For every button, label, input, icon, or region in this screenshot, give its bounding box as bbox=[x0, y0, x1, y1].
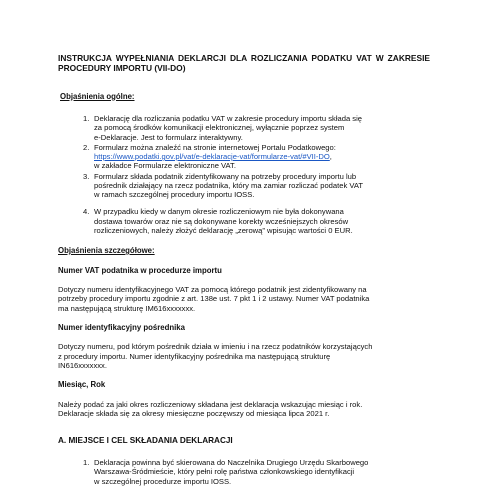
list-item: 2. Formularz można znaleźć na stronie internetowej Portalu Podatkowego: https://www.podatki.gov.pl/vat/e-deklaracje-vat/formularze-vat/#VII-DO, w zakładce Formularze elektroniczne VAT. bbox=[94, 143, 430, 171]
section-heading-vat-number: Numer VAT podatnika w procedurze importu bbox=[58, 265, 222, 275]
list-line: w szczególnej procedurze importu IOSS. bbox=[94, 476, 232, 486]
list-line: W przypadku kiedy w danym okresie rozliczeniowym nie była dokonywana bbox=[94, 207, 344, 217]
list-number: 1. bbox=[83, 458, 90, 467]
document-content bbox=[58, 53, 430, 486]
list-item bbox=[83, 171, 430, 200]
paragraph-line: Dotyczy numeru, pod którym pośrednik działa w imieniu i na rzecz podatników korzystających bbox=[58, 342, 373, 352]
list-line: Formularz można znaleźć na stronie internetowej Portalu Podatkowego: bbox=[94, 142, 336, 152]
paragraph-line: z procedury importu. Numer identyfikacyjny pośrednika ma następującą strukturę bbox=[58, 351, 331, 361]
section-heading-intermediary: Numer identyfikacyjny pośrednika bbox=[58, 322, 185, 332]
document-title: INSTRUKCJA WYPEŁNIANIA DEKLARCJI DLA ROZLICZANIA PODATKU VAT W ZAKRESIE PROCEDURY IMPORTU (VII-DO) bbox=[58, 53, 430, 74]
portal-link[interactable]: https://www.podatki.gov.pl/vat/e-deklaracje-vat/formularze-vat/#VII-DO bbox=[94, 152, 330, 161]
paragraph-line: Dotyczy numeru identyfikacyjnego VAT za pomocą którego podatnik jest zidentyfikowany na bbox=[58, 285, 367, 294]
list-number: 2. bbox=[83, 142, 90, 152]
list-line: w zakładce Formularze elektroniczne VAT. bbox=[94, 161, 236, 171]
list-line: Formularz składa podatnik zidentyfikowany na potrzeby procedury importu lub bbox=[94, 171, 357, 181]
intermediary-paragraph bbox=[58, 342, 430, 370]
list-line: pośrednik działający na rzecz podatnika, który ma zamiar rozliczać podatek VAT bbox=[94, 180, 363, 190]
list-item bbox=[83, 207, 430, 235]
list-line: e-Deklaracje. Jest to formularz interaktywny. bbox=[94, 132, 243, 142]
paragraph-line: Deklaracje składa się za okresy miesięczne poczęwszy od miesiąca lipca 2021 r. bbox=[58, 408, 330, 418]
paragraph-line: ma następującą strukturę IM616xxxxxxx. bbox=[58, 303, 196, 313]
general-list bbox=[83, 114, 430, 235]
list-item bbox=[83, 114, 430, 142]
paragraph-line: Należy podać za jaki okres rozliczeniowy składana jest deklaracja wskazując miesiąc i rok. bbox=[58, 399, 363, 409]
list-line: Deklaracja powinna być skierowana do Naczelnika Drugiego Urzędu Skarbowego bbox=[94, 458, 369, 467]
section-a-list bbox=[83, 458, 430, 486]
paragraph-line: potrzeby procedury importu zgodnie z art. 138e ust. 7 pkt 1 i 2 ustawy. Numer VAT podatnika bbox=[58, 294, 370, 304]
list-line: za pomocą środków komunikacji elektronicznej, wyłącznie poprzez system bbox=[94, 123, 345, 133]
list-line: w ramach szczególnej procedury importu IOSS. bbox=[94, 190, 255, 199]
list-number: 1. bbox=[83, 114, 90, 123]
list-line: Warszawa-Śródmieście, który pełni rolę państwa członkowskiego identyfikacji bbox=[94, 467, 355, 477]
month-year-paragraph bbox=[58, 400, 430, 419]
vat-number-paragraph bbox=[58, 285, 430, 313]
section-a-heading: A. MIEJSCE I CEL SKŁADANIA DEKLARACJI bbox=[58, 436, 233, 445]
list-number: 3. bbox=[83, 171, 90, 181]
paragraph-line: IN616xxxxxxx. bbox=[58, 360, 107, 370]
list-line: rozliczeniowych, należy złożyć deklarację „zerową” wpisując wartości 0 EUR. bbox=[94, 225, 353, 235]
section-heading-month-year: Miesiąc, Rok bbox=[58, 380, 106, 389]
list-line: Deklarację dla rozliczania podatku VAT w zakresie procedury importu składa się bbox=[94, 114, 363, 123]
list-line: dostawa towarów oraz nie są dokonywane korekty wcześniejszych okresów bbox=[94, 216, 349, 226]
general-heading: Objaśnienia ogólne: bbox=[60, 91, 135, 101]
list-number: 4. bbox=[83, 207, 90, 217]
list-item bbox=[83, 458, 430, 486]
detailed-heading: Objaśnienia szczegółowe: bbox=[58, 246, 155, 255]
